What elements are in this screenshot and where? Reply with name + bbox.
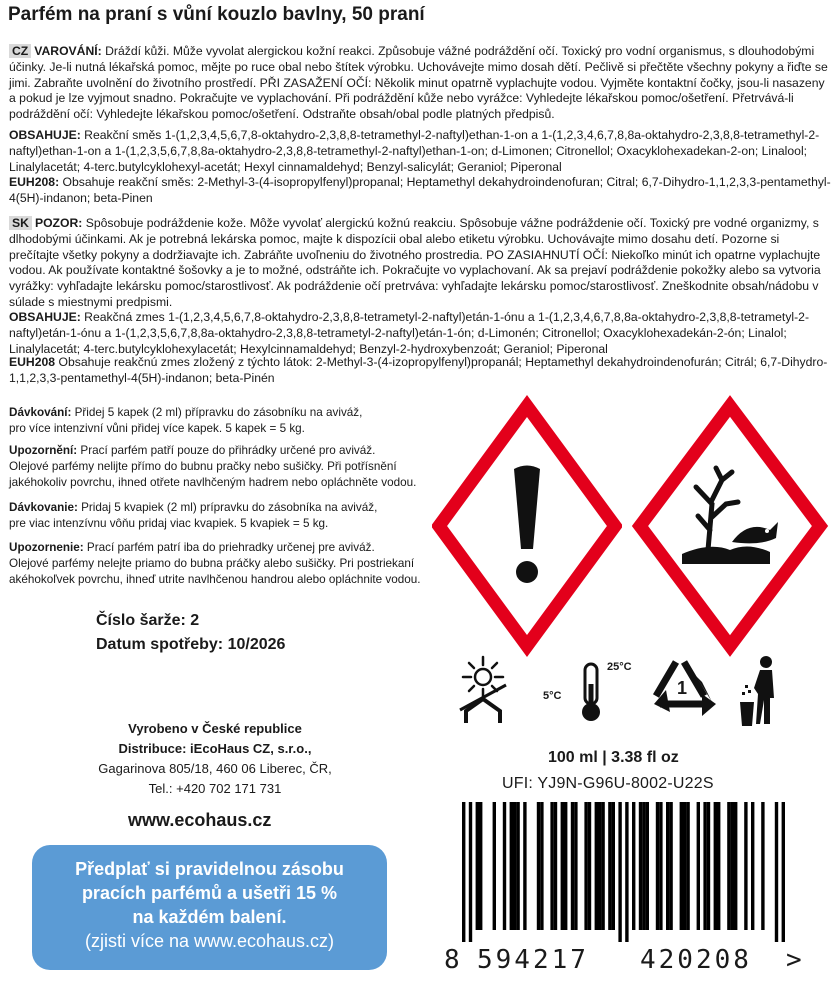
cz-euh-label: EUH208: [9, 175, 60, 189]
notice-cz-line2: Olejové parfémy nelijte přímo do bubnu pračky nebo sušičky. Při potřísnění [9, 460, 397, 473]
notice-cz [9, 443, 429, 491]
barcode-bar [571, 802, 574, 930]
exclamation-ghs-icon [432, 392, 622, 660]
barcode-bar [561, 802, 564, 930]
environment-ghs-icon [630, 392, 830, 660]
barcode-bar [703, 802, 706, 930]
barcode-bar [659, 802, 662, 930]
barcode-bar [686, 802, 689, 930]
barcode-bar [503, 802, 506, 930]
dosing-sk-label: Dávkovanie: [9, 501, 78, 514]
notice-sk-line2: Olejové parfémy nelejte priamo do bubna práčky alebo sušičky. Pri postriekaní [9, 557, 415, 570]
barcode-bar [717, 802, 720, 930]
barcode-bar [598, 802, 601, 930]
barcode-bar [537, 802, 540, 930]
sk-warning-text: Spôsobuje podráždenie kože. Môže vyvolať alergickú kožnú reakciu. Spôsobuje vážne podráždenie očí. Toxický pre vodné organizmy, s dlhodobými účinkami. Ak je potrebná lekárska pomoc, majte k dispozícii obal alebo etiketu výrobku. Uchovávajte mimo dosahu detí. Pozorne si prečítajte všetky pokyny a dodržiavajte ich. Zabráňte uvoľneniu do životného prostredia. PO ZASIAHNUTÍ OČÍ: Niekoľko minút ich opatrne vyplachujte vodou. Ak používate kontaktné šošovky a je to možné, odstráňte ich. Pokračujte vo vyplachovaní. Ak sa prejaví podráždenie pokožky alebo sa vytvoria vyrážky: vyhľadajte lekársku pomoc/starostlivosť. Ak podráždenie očí pretrváva: vyhľadajte lekársku pomoc/starostlivosť. Zneškodnite obsah/nádobu v súlade s miestnymi predpismi. [9, 216, 821, 309]
promo-line2: pracích parfémů a ušetři 15 % [81, 883, 338, 903]
cz-warning-text: Dráždí kůži. Může vyvolat alergickou kožní reakci. Způsobuje vážné podráždění očí. Toxický pro vodní organismus, s dlouhodobými účinky. Je-li nutná lékařská pomoc, mějte po ruce obal nebo štítek výrobku. Uchovávejte mimo dosah dětí. Pečlivě si přečtěte všechny pokyny a řiďte se jimi. Zabraňte uvolnění do životního prostředí. PŘI ZASAŽENÍ OČÍ: Několik minut opatrně vyplachujte vodou. Vyjměte kontaktní čočky, jsou-li nasazeny a pokud je lze vyjmout snadno. Pokračujte ve vyplachování. Při podráždění kůže nebo vyrážce: Vyhledejte lékařskou pomoc/ošetření. Přetrvává-li podráždění očí: Vyhledejte lékařskou pomoc/ošetření. Odstraňte obsah/obal podle platných předpisů. [9, 44, 828, 122]
cz-contains-label: OBSAHUJE: [9, 128, 81, 142]
sk-warning-label: POZOR: [34, 216, 83, 230]
notice-cz-line1: Prací parfém patří pouze do přihrádky určené pro aviváž. [80, 444, 376, 457]
sk-contains-label: OBSAHUJE: [9, 310, 81, 324]
address: Gagarinova 805/18, 460 06 Liberec, ČR, [98, 761, 332, 776]
barcode-left-digits: 594217 [477, 945, 589, 975]
barcode-bar [516, 802, 519, 930]
sk-euh [9, 355, 831, 387]
dosing-sk-line2: pre viac intenzívnu vôňu pridaj viac kvapiek. 5 kvapiek = 5 kg. [9, 517, 329, 530]
barcode-bar [574, 802, 577, 930]
temp-min: 5°C [543, 690, 562, 702]
promo-line4: (zjisti více na www.ecohaus.cz) [84, 931, 335, 951]
sk-warning [9, 216, 831, 311]
barcode-bar [513, 802, 516, 930]
barcode-bar [744, 802, 747, 930]
barcode-bar [639, 802, 642, 930]
barcode-bar [550, 802, 553, 930]
barcode-bar [727, 802, 730, 930]
barcode-bar [669, 802, 672, 930]
temp-max: 25°C [607, 661, 632, 673]
notice-cz-label: Upozornění: [9, 444, 78, 457]
barcode-bar [782, 802, 785, 942]
barcode-bar [632, 802, 635, 930]
barcode-bar [751, 802, 754, 930]
barcode-bar [584, 802, 587, 930]
barcode-bar [612, 802, 615, 930]
barcode-bar [734, 802, 737, 930]
sk-contains-text: Reakčná zmes 1-(1,2,3,4,5,6,7,8-oktahydro-2,3,8,8-tetrametyl-2-naftyl)etán-1-ónu a 1-(1,2,3,4,6,7,8,8a-oktahydro-2,3,8,8-tetrametyl-2-naftyl)etán-1-ónu a 1-(1,2,3,5,6,7,8,8a-oktahydro-2,3,8,8-tetrametyl-2-naftyl)etán-1-ón; d-Limonén; Citronellol; Oxacyklohexadekán-2-ón; Linalol; Linalylacetát; 4-terc.butylcyklohexylacetát; Hexylcinnamaldehyd; Benzyl-2-hydroxybenzoát; Geraniol; Piperonal [9, 310, 810, 356]
barcode-bar [479, 802, 482, 930]
barcode-bar [683, 802, 686, 930]
dosing-sk [9, 500, 429, 532]
barcode-bar [595, 802, 598, 930]
barcode-bar [554, 802, 557, 930]
distributor: Distribuce: iEcoHaus CZ, s.r.o., [118, 741, 312, 756]
barcode-bar [462, 802, 465, 942]
barcode-bar [608, 802, 611, 930]
barcode-arrow: > [786, 945, 802, 975]
barcode-bar [731, 802, 734, 930]
barcode-bar [476, 802, 479, 930]
barcode [462, 802, 814, 942]
promo-line3: na každém balení. [132, 907, 287, 927]
trash-person-icon [738, 654, 784, 728]
made-in: Vyrobeno v České republice [128, 721, 302, 736]
batch-number: Číslo šarže: 2 [96, 612, 200, 629]
barcode-bar [714, 802, 717, 930]
cz-contains-text: Reakční směs 1-(1,2,3,4,5,6,7,8-oktahydro-2,3,8,8-tetramethyl-2-naftyl)ethan-1-on a 1-(1,2,3,4,6,7,8,8a-oktahydro-2,3,8,8-tetramethyl-2-naftyl)ethan-1-on a 1-(1,2,3,5,6,7,8,8a-oktahydro-2,3,8,8-tetramethyl-2-naftyl)ethan-1-on; d-Limonen; Citronellol; Oxacyklohexadekan-2-on; Linalool; Linalylacetát; 4-terc.butylcyklohexyl-acetát; Hexyl cinnamaldehyd; Benzyl-salicylát; Geraniol; Piperonal [9, 128, 820, 174]
cz-tag: CZ [9, 44, 31, 58]
dosing-cz-line1: Přidej 5 kapek (2 ml) přípravku do zásobníku na aviváž, [74, 406, 363, 419]
dosing-cz [9, 405, 429, 437]
barcode-bar [564, 802, 567, 930]
notice-sk-line1: Prací parfém patrí iba do priehradky určenej pre aviváž. [86, 541, 375, 554]
website-link[interactable]: www.ecohaus.cz [128, 810, 272, 830]
product-title: Parfém na praní s vůní kouzlo bavlny, 50 praní [8, 4, 425, 25]
barcode-bar [493, 802, 496, 930]
barcode-bar [601, 802, 604, 930]
expiry-date: Datum spotřeby: 10/2026 [96, 636, 286, 653]
sk-contains [9, 310, 831, 357]
barcode-bar [775, 802, 778, 942]
recycle-number: 1 [677, 678, 688, 698]
barcode-bar [697, 802, 700, 930]
cz-warning [9, 44, 831, 123]
notice-sk [9, 540, 429, 588]
notice-sk-line3: akéhokoľvek povrchu, ihneď utrite navlhčenou handrou alebo opláchnite vodou. [9, 573, 421, 586]
barcode-bar [510, 802, 513, 930]
barcode-bar [469, 802, 472, 942]
promo-banner[interactable] [32, 845, 387, 970]
barcode-bar [666, 802, 669, 930]
cz-euh-text: Obsahuje reakční směs: 2-Methyl-3-(4-isopropylfenyl)propanal; Heptamethyl dekahydroindenofuran; Citral; 6,7-Dihydro-1,1,2,3,3-pentamethyl-4(5H)-indanon; beta-Pinen [9, 175, 831, 205]
notice-sk-label: Upozornenie: [9, 541, 84, 554]
sk-euh-label: EUH208 [9, 355, 56, 369]
sun-icon [452, 655, 514, 725]
barcode-bar [761, 802, 764, 930]
barcode-bar [588, 802, 591, 930]
cz-contains [9, 128, 831, 175]
barcode-bar [642, 802, 645, 930]
barcode-bar [523, 802, 526, 930]
barcode-bar [656, 802, 659, 930]
barcode-right-digits: 420208 [640, 945, 752, 975]
barcode-bar [618, 802, 621, 942]
barcode-bar [540, 802, 543, 930]
dosing-cz-line2: pro více intenzivní vůni přidej více kapek. 5 kapek = 5 kg. [9, 422, 305, 435]
barcode-bar [625, 802, 628, 942]
sk-euh-text: Obsahuje reakčnú zmes zložený z týchto látok: 2-Methyl-3-(4-izopropylfenyl)propanál; Heptamethyl dekahydroindenofurán; Citrál; 6,7-Dihydro-1,1,2,3,3-pentamethyl-4(5H)-indanon; beta-Pinén [9, 355, 828, 385]
cz-euh [9, 175, 831, 207]
barcode-bar [707, 802, 710, 930]
dosing-sk-line1: Pridaj 5 kvapiek (2 ml) prípravku do zásobníka na aviváž, [81, 501, 378, 514]
barcode-first-digit: 8 [444, 945, 460, 975]
cz-warning-label: VAROVÁNÍ: [34, 44, 102, 58]
promo-line1: Předplať si pravidelnou zásobu [75, 859, 344, 879]
phone: Tel.: +420 702 171 731 [148, 781, 282, 796]
ufi-code: UFI: YJ9N-G96U-8002-U22S [502, 775, 714, 792]
volume: 100 ml | 3.38 fl oz [548, 749, 679, 766]
sk-tag: SK [9, 216, 32, 230]
barcode-bar [680, 802, 683, 930]
barcode-bar [646, 802, 649, 930]
notice-cz-line3: jakéhokoliv povrchu, ihned otřete navlhčeným hadrem nebo opláchněte vodou. [9, 476, 417, 489]
thermometer-icon [574, 660, 608, 724]
dosing-cz-label: Dávkování: [9, 406, 72, 419]
